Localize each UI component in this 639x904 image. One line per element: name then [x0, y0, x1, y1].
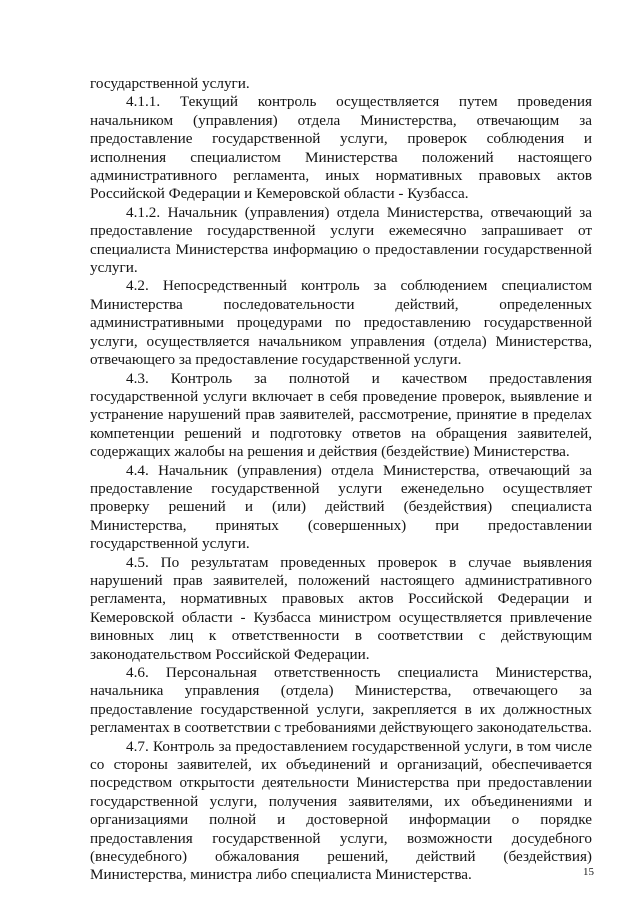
paragraph-4-1-1: 4.1.1. Текущий контроль осуществляется путем проведения начальником (управления) отдела Министерства, отвечающим за предоставление государственной услуги, проверок соблюдения и исполнения специалистом Министерства положений настоящего административного регламента, иных нормативных правовых актов Российской Федерации и Кемеровской области - Кузбасса. — [90, 93, 592, 203]
paragraph-4-3: 4.3. Контроль за полнотой и качеством предоставления государственной услуги включает в себя проведение проверок, выявление и устранение нарушений прав заявителей, рассмотрение, принятие в пределах компетенции решений и подготовку ответов на обращения заявителей, содержащих жалобы на решения и действия (бездействие) Министерства. — [90, 369, 592, 461]
paragraph-4-2: 4.2. Непосредственный контроль за соблюдением специалистом Министерства последовательности действий, определенных административными процедурами по предоставлению государственной услуги, осуществляется начальником управления (отдела) Министерства, отвечающего за предоставление государственной услуги. — [90, 277, 592, 369]
paragraph-4-1-2: 4.1.2. Начальник (управления) отдела Министерства, отвечающий за предоставление государственной услуги ежемесячно запрашивает от специалиста Министерства информацию о предоставлении государственной услуги. — [90, 203, 592, 277]
paragraph-4-4: 4.4. Начальник (управления) отдела Министерства, отвечающий за предоставление государственной услуги еженедельно осуществляет проверку решений и (или) действий (бездействия) специалиста Министерства, принятых (совершенных) при предоставлении государственной услуги. — [90, 461, 592, 553]
paragraph-4-7: 4.7. Контроль за предоставлением государственной услуги, в том числе со стороны заявителей, их объединений и организаций, обеспечивается посредством открытости деятельности Министерства при предоставлении государственной услуги, получения заявителями, их объединениями и организациями полной и достоверной информации о порядке предоставления государственной услуги, возможности досудебного (внесудебного) обжалования решений, действий (бездействия) Министерства, министра либо специалиста Министерства. — [90, 737, 592, 884]
paragraph-continuation: государственной услуги. — [90, 75, 250, 92]
paragraph-4-5: 4.5. По результатам проведенных проверок в случае выявления нарушений прав заявителей, положений настоящего административного регламента, нормативных правовых актов Российской Федерации и Кемеровской области - Кузбасса министром осуществляется привлечение виновных лиц к ответственности в соответствии с действующим законодательством Российской Федерации. — [90, 553, 592, 663]
paragraph-4-6: 4.6. Персональная ответственность специалиста Министерства, начальника управления (отдела) Министерства, отвечающего за предоставление государственной услуги, закрепляется в их должностных регламентах в соответствии с требованиями действующего законодательства. — [90, 664, 592, 737]
page-number: 15 — [583, 866, 594, 878]
document-body — [90, 75, 592, 885]
